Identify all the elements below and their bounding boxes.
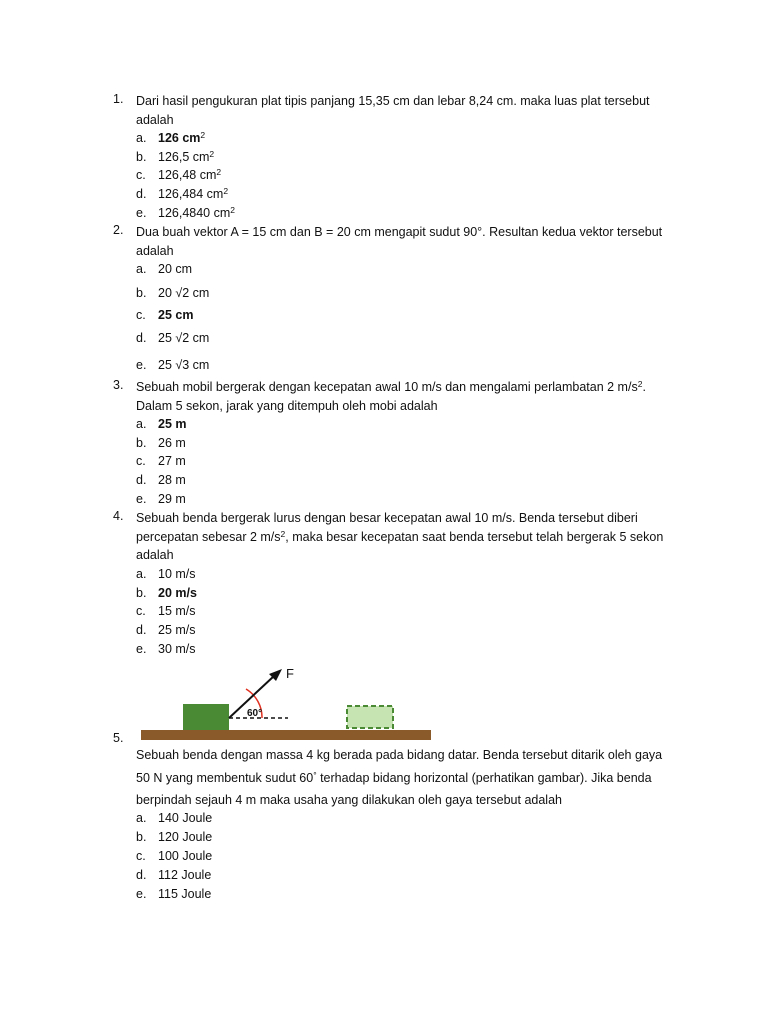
answer-option: b. 26 m [136, 436, 186, 450]
ghost-block [347, 706, 393, 728]
question-text-line: berpindah sejauh 4 m maka usaha yang dilakukan oleh gaya tersebut adalah [136, 793, 562, 807]
answer-option: b. 126,5 $cm^2$ [136, 149, 215, 164]
answer-option: d. 25 √2 cm [136, 331, 210, 345]
answer-option: e. 29 m [136, 492, 186, 506]
answer-option: b. 20 m/s [136, 586, 197, 600]
question-text-line: Dua buah vektor A = 15 cm dan B = 20 cm mengapit sudut 90°. Resultan kedua vektor tersebut [136, 225, 663, 239]
question-text-line: Sebuah benda dengan massa 4 kg berada pada bidang datar. Benda tersebut ditarik oleh gaya [136, 748, 663, 762]
answer-option: d. 28 m [136, 473, 186, 487]
question-text-line: 50 N yang membentuk sudut 60° terhadap bidang horizontal (perhatikan gambar). Jika benda [136, 769, 652, 785]
answer-option: b. 120 Joule [136, 830, 213, 844]
answer-option: e. 115 Joule [136, 887, 212, 901]
answer-option: a. 10 m/s [136, 567, 196, 581]
question-text [136, 92, 676, 129]
block [183, 704, 229, 730]
answer-option: a. 20 cm [136, 262, 193, 276]
answer-option: a. 25 m [136, 417, 187, 431]
answer-option: a. 140 Joule [136, 811, 213, 825]
answer-option: c. 100 Joule [136, 849, 213, 863]
question-text [136, 378, 676, 415]
ground-surface [141, 730, 431, 740]
question-number: 1. [113, 92, 124, 106]
angle-label: 60° [247, 708, 263, 719]
question-number: 2. [113, 223, 124, 237]
answer-option: c. 27 m [136, 454, 186, 468]
question-text-line: Sebuah benda bergerak lurus dengan besar kecepatan awal 10 m/s. Benda tersebut diberi [136, 511, 638, 525]
answer-option: e. 30 m/s [136, 642, 196, 656]
answer-option: d. 25 m/s [136, 623, 196, 637]
question-text [136, 509, 676, 565]
question-number: 4. [113, 509, 124, 523]
question-text-line: adalah [136, 112, 174, 127]
question-text-line: percepatan sebesar 2 $m/s^2$, maka besar kecepatan saat benda tersebut telah bergerak 5 sekon [136, 528, 664, 544]
force-label: F [286, 666, 294, 681]
question-text-line: adalah [136, 243, 174, 258]
force-diagram [140, 660, 440, 745]
answer-option: c. 25 cm [136, 308, 194, 322]
answer-option: b. 20 √2 cm [136, 286, 210, 300]
answer-option: d. 126,484 $cm^2$ [136, 186, 229, 201]
answer-option: d. 112 Joule [136, 868, 212, 882]
question-text-line: Dari hasil pengukuran plat tipis panjang 15,35 cm dan lebar 8,24 cm. maka luas plat tersebut [136, 94, 650, 108]
answer-option: e. 25 √3 cm [136, 358, 210, 372]
answer-option: c. 15 m/s [136, 604, 196, 618]
question-text [136, 223, 676, 260]
answer-option: e. 126,4840 $cm^2$ [136, 205, 236, 220]
answer-option: c. 126,48 $cm^2$ [136, 167, 222, 182]
answer-option: a. 126 $cm^2$ [136, 130, 206, 145]
question-number: 3. [113, 378, 124, 392]
question-text-line: Sebuah mobil bergerak dengan kecepatan awal 10 m/s dan mengalami perlambatan 2 $m/s^2$. [136, 379, 646, 394]
question-number: 5. [113, 731, 124, 745]
question-text-line: Dalam 5 sekon, jarak yang ditempuh oleh mobi adalah [136, 398, 438, 413]
question-text [136, 744, 676, 812]
question-text-line: adalah [136, 548, 174, 562]
